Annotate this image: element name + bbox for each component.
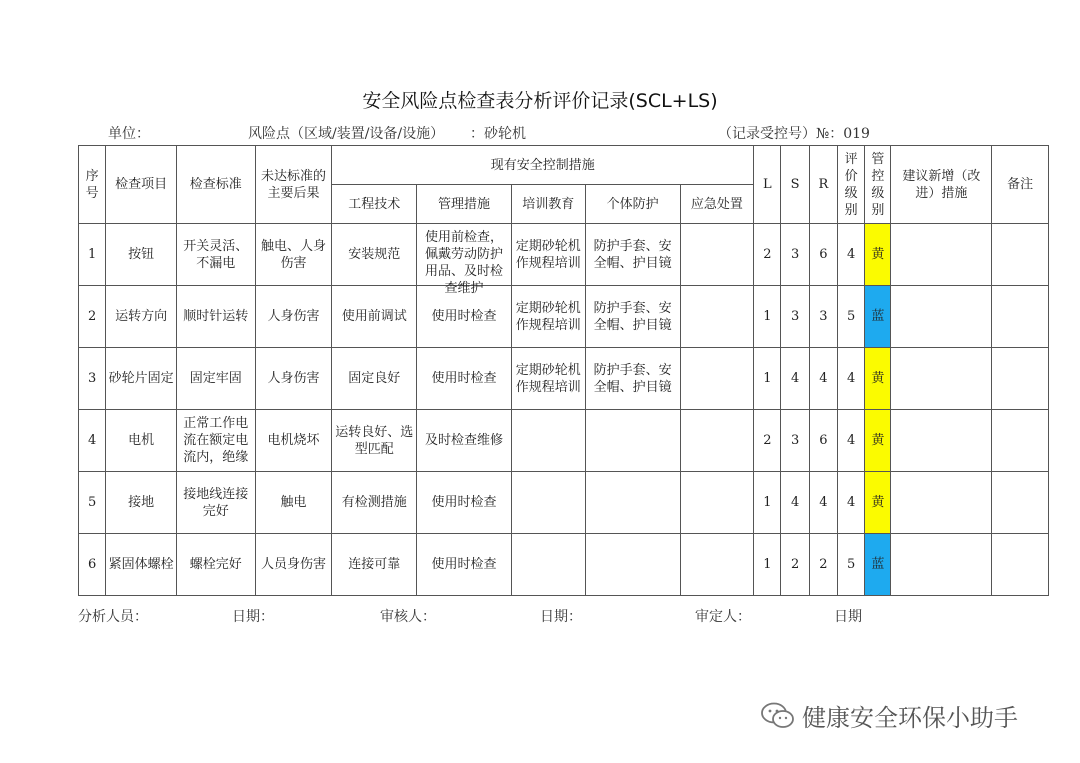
cell-r: 6 bbox=[809, 410, 837, 472]
header-suggestions: 建议新增（改进）措施 bbox=[891, 146, 992, 224]
cell-emergency bbox=[680, 410, 754, 472]
cell-seq: 1 bbox=[79, 224, 106, 286]
cell-consequence: 电机烧坏 bbox=[255, 410, 332, 472]
cell-item: 按钮 bbox=[106, 224, 177, 286]
cell-s: 4 bbox=[781, 348, 809, 410]
cell-engineering: 有检测措施 bbox=[332, 472, 417, 534]
record-number: （记录受控号）№：019 bbox=[718, 126, 870, 142]
cell-s: 3 bbox=[781, 410, 809, 472]
cell-level: 4 bbox=[837, 472, 864, 534]
footer-analyst: 分析人员： bbox=[78, 609, 148, 625]
cell-suggestions bbox=[891, 534, 992, 596]
cell-s: 2 bbox=[781, 534, 809, 596]
cell-ppe: 防护手套、安全帽、护目镜 bbox=[585, 286, 680, 348]
footer-approver: 审定人： bbox=[695, 609, 751, 625]
cell-standard: 固定牢固 bbox=[176, 348, 255, 410]
cell-l: 1 bbox=[754, 534, 781, 596]
header-management: 管理措施 bbox=[417, 185, 512, 224]
header-l: L bbox=[754, 146, 781, 224]
cell-training: 定期砂轮机作规程培训 bbox=[511, 348, 585, 410]
cell-ppe: 防护手套、安全帽、护目镜 bbox=[585, 348, 680, 410]
table-row bbox=[79, 348, 1049, 410]
cell-control-level: 蓝 bbox=[865, 534, 891, 596]
cell-control-level: 蓝 bbox=[865, 286, 891, 348]
cell-seq: 5 bbox=[79, 472, 106, 534]
cell-suggestions bbox=[891, 224, 992, 286]
wechat-icon bbox=[760, 701, 796, 731]
header-training: 培训教育 bbox=[511, 185, 585, 224]
cell-emergency bbox=[680, 534, 754, 596]
table-row bbox=[79, 472, 1049, 534]
cell-r: 3 bbox=[809, 286, 837, 348]
cell-item: 电机 bbox=[106, 410, 177, 472]
cell-engineering: 安装规范 bbox=[332, 224, 417, 286]
cell-management: 使用时检查 bbox=[417, 286, 512, 348]
cell-consequence: 触电、人身伤害 bbox=[255, 224, 332, 286]
watermark bbox=[760, 698, 1018, 733]
header-s: S bbox=[781, 146, 809, 224]
cell-training: 定期砂轮机作规程培训 bbox=[511, 224, 585, 286]
cell-s: 3 bbox=[781, 224, 809, 286]
header-engineering: 工程技术 bbox=[332, 185, 417, 224]
scl-table bbox=[78, 145, 1049, 596]
footer-date-3: 日期 bbox=[834, 609, 862, 625]
cell-consequence: 触电 bbox=[255, 472, 332, 534]
cell-emergency bbox=[680, 472, 754, 534]
cell-suggestions bbox=[891, 472, 992, 534]
cell-engineering: 固定良好 bbox=[332, 348, 417, 410]
cell-training bbox=[511, 472, 585, 534]
cell-r: 2 bbox=[809, 534, 837, 596]
cell-suggestions bbox=[891, 286, 992, 348]
cell-ppe: 防护手套、安全帽、护目镜 bbox=[585, 224, 680, 286]
cell-emergency bbox=[680, 286, 754, 348]
cell-remarks bbox=[992, 286, 1049, 348]
cell-emergency bbox=[680, 348, 754, 410]
header-item: 检查项目 bbox=[106, 146, 177, 224]
cell-ppe bbox=[585, 534, 680, 596]
cell-standard: 螺栓完好 bbox=[176, 534, 255, 596]
cell-level: 4 bbox=[837, 410, 864, 472]
cell-r: 4 bbox=[809, 472, 837, 534]
cell-management: 使用时检查 bbox=[417, 534, 512, 596]
cell-remarks bbox=[992, 534, 1049, 596]
table-row bbox=[79, 286, 1049, 348]
cell-l: 1 bbox=[754, 286, 781, 348]
cell-item: 运转方向 bbox=[106, 286, 177, 348]
cell-remarks bbox=[992, 410, 1049, 472]
cell-l: 1 bbox=[754, 472, 781, 534]
header-consequence: 未达标准的主要后果 bbox=[255, 146, 332, 224]
cell-control-level: 黄 bbox=[865, 410, 891, 472]
header-control-level: 管控级别 bbox=[865, 146, 891, 224]
cell-consequence: 人身伤害 bbox=[255, 348, 332, 410]
cell-training bbox=[511, 534, 585, 596]
cell-consequence: 人员身伤害 bbox=[255, 534, 332, 596]
cell-remarks bbox=[992, 348, 1049, 410]
cell-standard: 顺时针运转 bbox=[176, 286, 255, 348]
cell-s: 3 bbox=[781, 286, 809, 348]
cell-management: 使用时检查 bbox=[417, 348, 512, 410]
header-r: R bbox=[809, 146, 837, 224]
risk-point-label: 风险点（区域/装置/设备/设施） bbox=[248, 126, 445, 142]
cell-standard: 开关灵活、不漏电 bbox=[176, 224, 255, 286]
cell-standard: 正常工作电流在额定电流内，绝缘 bbox=[176, 410, 255, 472]
cell-seq: 6 bbox=[79, 534, 106, 596]
table-row bbox=[79, 224, 1049, 286]
cell-suggestions bbox=[891, 410, 992, 472]
footer-date-2: 日期： bbox=[540, 609, 582, 625]
table-row bbox=[79, 534, 1049, 596]
cell-control-level: 黄 bbox=[865, 224, 891, 286]
cell-level: 4 bbox=[837, 348, 864, 410]
cell-consequence: 人身伤害 bbox=[255, 286, 332, 348]
cell-r: 4 bbox=[809, 348, 837, 410]
cell-item: 接地 bbox=[106, 472, 177, 534]
cell-ppe bbox=[585, 410, 680, 472]
cell-level: 5 bbox=[837, 534, 864, 596]
cell-engineering: 使用前调试 bbox=[332, 286, 417, 348]
unit-label: 单位： bbox=[108, 126, 150, 142]
cell-emergency bbox=[680, 224, 754, 286]
cell-control-level: 黄 bbox=[865, 348, 891, 410]
cell-seq: 3 bbox=[79, 348, 106, 410]
cell-management: 使用时检查 bbox=[417, 472, 512, 534]
cell-suggestions bbox=[891, 348, 992, 410]
table-row bbox=[79, 410, 1049, 472]
header-remarks: 备注 bbox=[992, 146, 1049, 224]
header-seq: 序号 bbox=[79, 146, 106, 224]
footer-date-1: 日期： bbox=[232, 609, 274, 625]
cell-item: 砂轮片固定 bbox=[106, 348, 177, 410]
header-level: 评价级别 bbox=[837, 146, 864, 224]
cell-l: 2 bbox=[754, 410, 781, 472]
cell-ppe bbox=[585, 472, 680, 534]
cell-seq: 2 bbox=[79, 286, 106, 348]
cell-training: 定期砂轮机作规程培训 bbox=[511, 286, 585, 348]
watermark-text: 健康安全环保小助手 bbox=[802, 704, 1018, 732]
cell-remarks bbox=[992, 472, 1049, 534]
cell-management: 及时检查维修 bbox=[417, 410, 512, 472]
header-ppe: 个体防护 bbox=[585, 185, 680, 224]
cell-management: 使用前检查，佩戴劳动防护用品、及时检查维护 bbox=[417, 224, 512, 286]
cell-training bbox=[511, 410, 585, 472]
header-existing-measures: 现有安全控制措施 bbox=[332, 146, 754, 185]
footer-reviewer: 审核人： bbox=[380, 609, 436, 625]
header-standard: 检查标准 bbox=[176, 146, 255, 224]
risk-point-value: ：砂轮机 bbox=[470, 126, 526, 142]
cell-level: 4 bbox=[837, 224, 864, 286]
cell-control-level: 黄 bbox=[865, 472, 891, 534]
cell-l: 2 bbox=[754, 224, 781, 286]
cell-item: 紧固体螺栓 bbox=[106, 534, 177, 596]
cell-level: 5 bbox=[837, 286, 864, 348]
cell-seq: 4 bbox=[79, 410, 106, 472]
cell-remarks bbox=[992, 224, 1049, 286]
cell-engineering: 运转良好、选型匹配 bbox=[332, 410, 417, 472]
cell-l: 1 bbox=[754, 348, 781, 410]
cell-engineering: 连接可靠 bbox=[332, 534, 417, 596]
header-emergency: 应急处置 bbox=[680, 185, 754, 224]
cell-s: 4 bbox=[781, 472, 809, 534]
cell-standard: 接地线连接完好 bbox=[176, 472, 255, 534]
page-title: 安全风险点检查表分析评价记录(SCL+LS) bbox=[362, 90, 718, 112]
cell-r: 6 bbox=[809, 224, 837, 286]
